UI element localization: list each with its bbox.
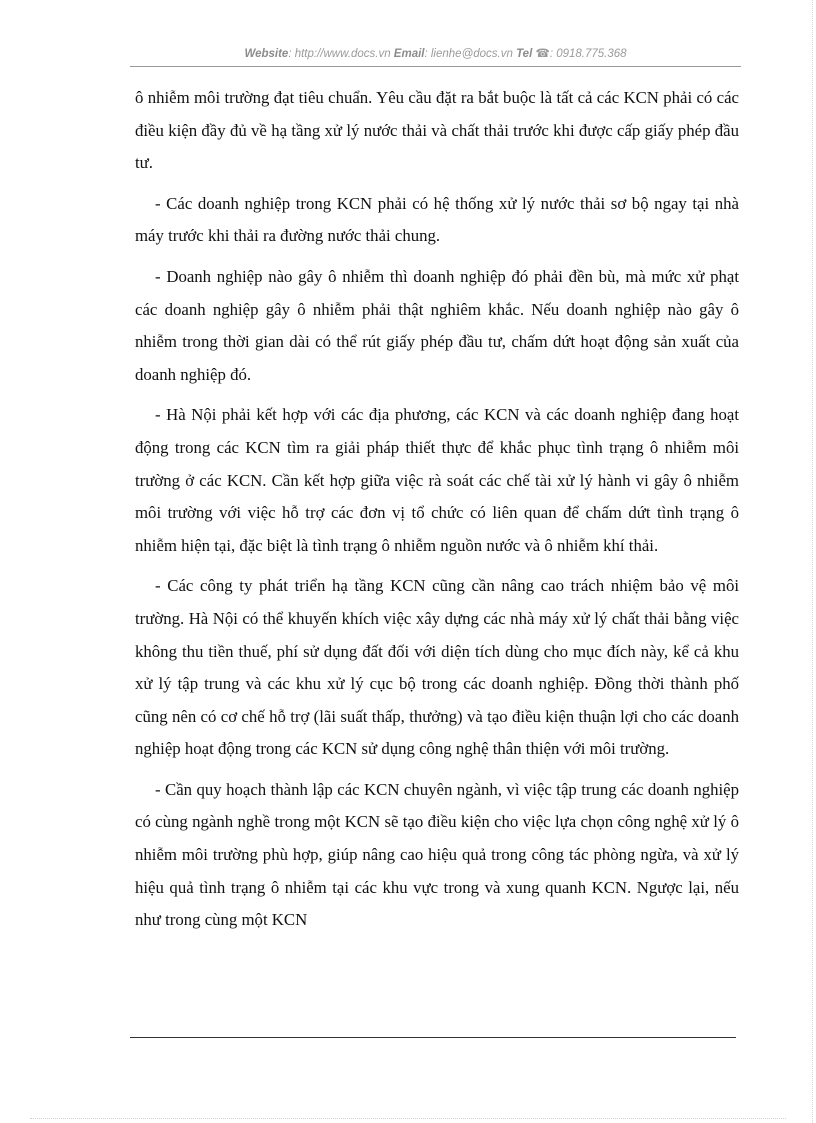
website-value: : http://www.docs.vn	[288, 48, 391, 60]
page-header	[130, 46, 741, 66]
paragraph-wastewater-pretreatment: - Các doanh nghiệp trong KCN phải có hệ thống xử lý nước thải sơ bộ ngay tại nhà máy trước khi thải ra đường nước thải chung.	[135, 193, 739, 246]
header-divider	[130, 66, 741, 67]
paragraph-specialized-zones: - Cần quy hoạch thành lập các KCN chuyên ngành, vì việc tập trung các doanh nghiệp có cùng ngành nghề trong một KCN sẽ tạo điều kiện cho việc lựa chọn công nghệ xử lý ô nhiễm môi trường phù hợp, giúp nâng cao hiệu quả trong công tác phòng ngừa, và xử lý hiệu quả tình trạng ô nhiễm tại các khu vực trong và xung quanh KCN. Ngược lại, nếu như trong cùng một KCN	[135, 779, 739, 930]
phone-icon: ☎	[535, 48, 550, 60]
paragraph-hanoi-coordination: - Hà Nội phải kết hợp với các địa phương, các KCN và các doanh nghiệp đang hoạt động trong các KCN tìm ra giải pháp thiết thực để khắc phục tình trạng ô nhiễm môi trường ở các KCN. Cần kết hợp giữa việc rà soát các chế tài xử lý hành vi gây ô nhiễm môi trường với việc hỗ trợ các đơn vị tổ chức có liên quan để chấm dứt tình trạng ô nhiễm hiện tại, đặc biệt là tình trạng ô nhiễm nguồn nước và ô nhiễm khí thải.	[135, 405, 739, 555]
footer-divider	[130, 1037, 736, 1038]
paragraph-continuation: ô nhiễm môi trường đạt tiêu chuẩn. Yêu cầu đặt ra bắt buộc là tất cả các KCN phải có các điều kiện đầy đủ về hạ tầng xử lý nước thải và chất thải trước khi được cấp giấy phép đầu tư.	[135, 88, 739, 173]
website-label: Website	[244, 48, 289, 60]
paragraph-polluter-compensation: - Doanh nghiệp nào gây ô nhiễm thì doanh nghiệp đó phải đền bù, mà mức xử phạt các doanh nghiệp gây ô nhiễm phải thật nghiêm khắc. Nếu doanh nghiệp nào gây ô nhiễm trong thời gian dài có thể rút giấy phép đầu tư, chấm dứt hoạt động sản xuất của doanh nghiệp đó.	[135, 266, 739, 384]
page-bottom-edge	[30, 1118, 786, 1119]
tel-value: : 0918.775.368	[549, 48, 627, 60]
page-right-edge	[812, 0, 813, 1123]
paragraph-infrastructure-companies: - Các công ty phát triển hạ tầng KCN cũng cần nâng cao trách nhiệm bảo vệ môi trường. Hà Nội có thể khuyến khích việc xây dựng các nhà máy xử lý chất thải bằng việc không thu tiền thuế, phí sử dụng đất đối với diện tích dùng cho mục đích này, kể cả khu xử lý tập trung và các khu xử lý cục bộ trong các doanh nghiệp. Đồng thời thành phố cũng nên có cơ chế hỗ trợ (lãi suất thấp, thưởng) và tạo điều kiện thuận lợi cho các doanh nghiệp hoạt động trong các KCN sử dụng công nghệ thân thiện với môi trường.	[135, 576, 739, 759]
email-value: : lienhe@docs.vn	[424, 48, 513, 60]
tel-label: Tel	[516, 48, 533, 60]
document-body	[135, 82, 739, 937]
email-label: Email	[393, 48, 425, 60]
